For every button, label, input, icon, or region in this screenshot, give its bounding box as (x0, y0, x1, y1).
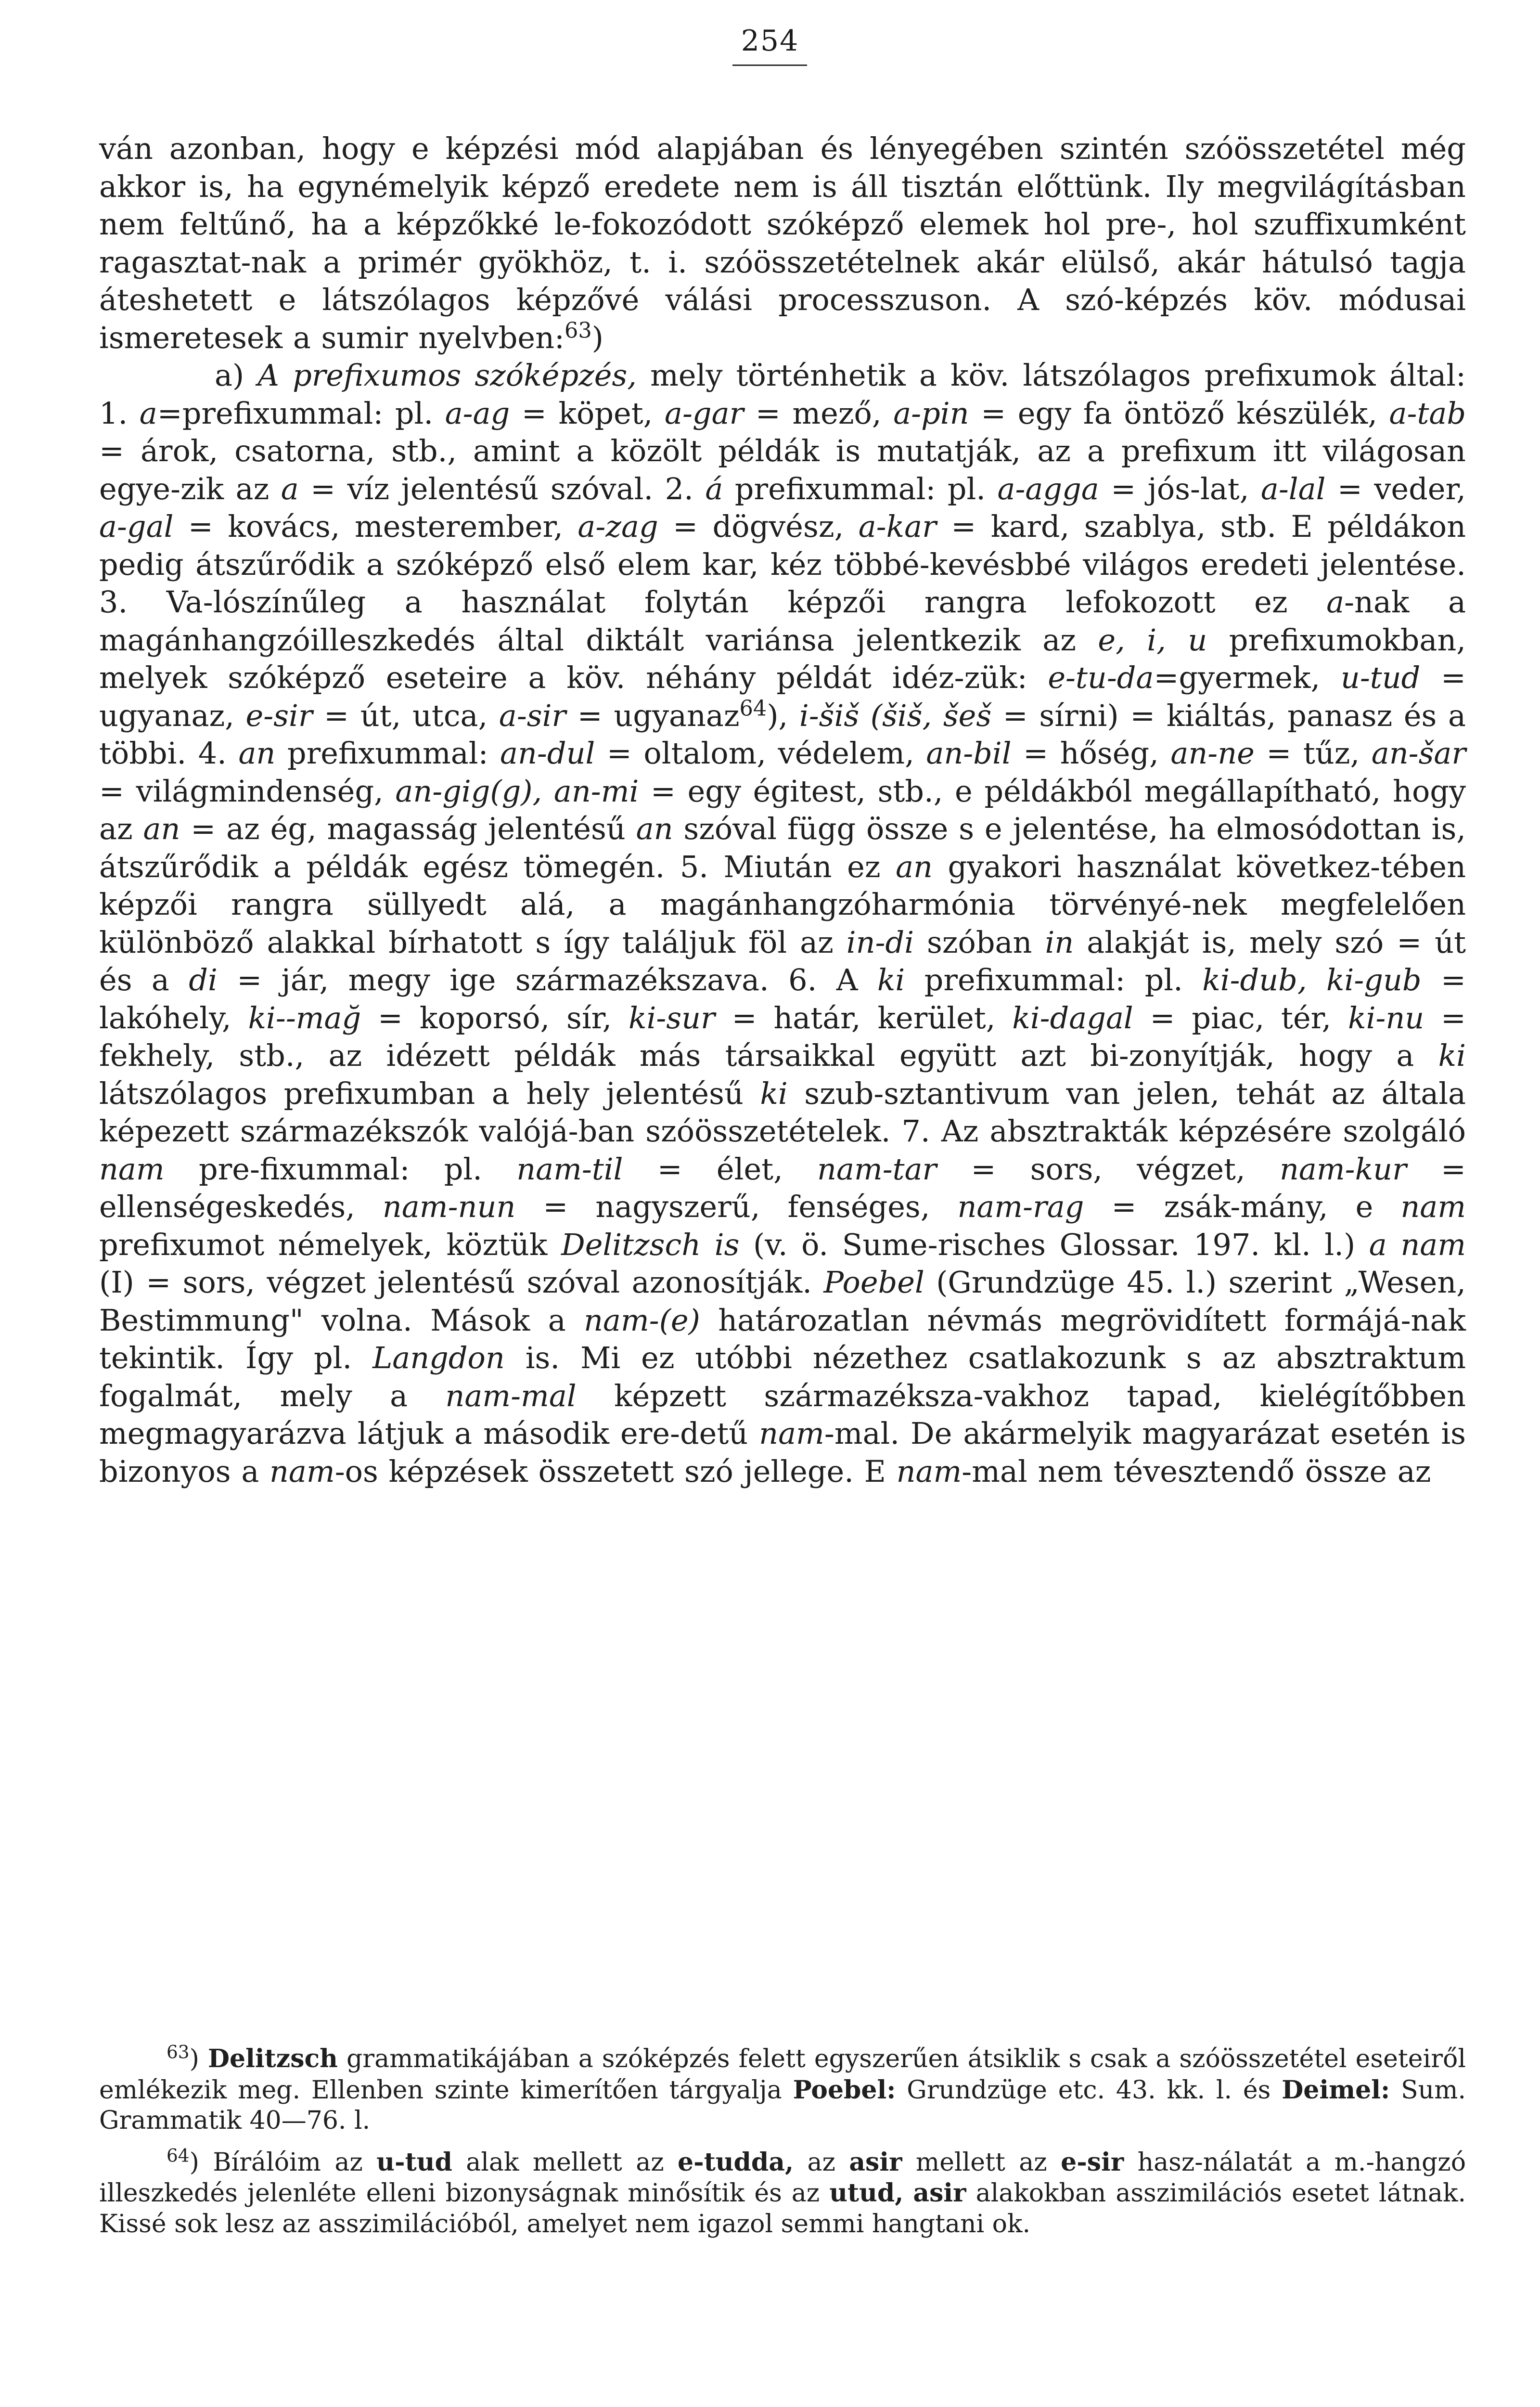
text-run: =gyermek, (1154, 660, 1341, 695)
text-run: (I) = sors, végzet jelentésű szóval azonosítják. (99, 1265, 824, 1300)
bold-term: e-tudda, (678, 2147, 794, 2177)
footnote-number: 64 (167, 2145, 190, 2166)
italic-term: a-lal (1260, 471, 1326, 506)
text-run: -os képzések összetett szó jellege. E (334, 1453, 897, 1489)
paragraph-intro-end: ) (591, 320, 603, 355)
italic-term: a-agga (997, 471, 1099, 506)
italic-term: ki (877, 962, 905, 997)
text-run: grammatikájában a szóképzés felett egyszerűen átsiklik s csak a szóösszetétel eseteiről emlékezik meg. Ellenben szinte kimerítően tárgyalja (99, 2045, 1466, 2105)
italic-term: an (143, 811, 180, 846)
text-run: Grundzüge etc. 43. kk. l. és (896, 2075, 1282, 2105)
text-run: gyakori használat következ-tében képzői rangra süllyedt alá, a magánhangzóharmónia törvényé-nek megfelelően különböző alakkal bírhatott s így találjuk föl az (99, 849, 1466, 960)
italic-term: a-gal (99, 509, 174, 544)
text-run: szóval függ össze s e jelentése, ha elmosódottan is, átszűrődik a példák egész tömegén. 5. Miután ez (99, 811, 1466, 884)
footnotes (99, 2041, 1466, 2239)
italic-term: nam-mal (445, 1378, 577, 1413)
text-run: = piac, tér, (1133, 1000, 1348, 1035)
italic-term: an-ne (1170, 736, 1255, 771)
page-number-underline (732, 65, 807, 66)
text-run: ), (767, 698, 799, 733)
text-run: prefixummal: pl. (723, 471, 998, 506)
italic-term: e-tu-da (1048, 660, 1154, 695)
text-run: = dögvész, (658, 509, 859, 544)
text-run: = mező, (744, 395, 894, 431)
italic-term: ki-dagal (1012, 1000, 1133, 1035)
italic-term: nam-tar (817, 1151, 937, 1187)
text-run: képzett származéksza-vakhoz tapad, kielégítőbben megmagyarázva látjuk a második ere-detű (99, 1378, 1466, 1451)
text-run: = út, utca, (312, 698, 499, 733)
text-run: = veder, (1325, 471, 1466, 506)
italic-term: a-pin (893, 395, 969, 431)
text-run (903, 2179, 913, 2208)
text-run: -mal nem tévesztendő össze az (962, 1453, 1431, 1489)
italic-term: ki-nu (1348, 1000, 1424, 1035)
text-run: = hőség, (1011, 736, 1171, 771)
italic-term: nam (1400, 1189, 1466, 1224)
text-run: a) (215, 358, 258, 393)
text-run: = sírni) = kiáltás, panasz és a többi. 4. (99, 698, 1466, 771)
text-run: = egy fa öntöző készülék, (969, 395, 1389, 431)
footnote-ref: 64 (739, 695, 767, 721)
page-number: 254 (741, 24, 799, 58)
italic-term: A prefixumos szóképzés, (257, 358, 637, 393)
text-run: pre-fixummal: pl. (164, 1151, 517, 1187)
bold-term: asir (913, 2178, 966, 2208)
italic-term: a-kar (858, 509, 937, 544)
text-run: = ugyanaz (566, 698, 740, 733)
italic-term: nam (270, 1453, 335, 1489)
italic-term: nam-kur (1279, 1151, 1407, 1187)
text-run: prefixummal: pl. (905, 962, 1203, 997)
bold-term: utud, (829, 2178, 904, 2208)
bold-term: asir (849, 2147, 902, 2177)
text-run: = határ, kerület, (715, 1000, 1013, 1035)
italic-term: an (636, 811, 673, 846)
italic-term: ki--mağ (248, 1000, 361, 1035)
text-run: is. Mi ez utóbbi nézethez csatlakozunk s az absztraktum fogalmát, mely a (99, 1340, 1466, 1413)
text-run: határozatlan névmás megrövidített formájá-nak tekintik. Így pl. (99, 1302, 1466, 1375)
text-run: (v. ö. Sume-risches Glossar. 197. kl. l.) (739, 1227, 1369, 1262)
text-run: = oltalom, védelem, (595, 736, 926, 771)
text-run: = az ég, magasság jelentésű (180, 811, 636, 846)
italic-term: Poebel (823, 1265, 924, 1300)
paragraph-intro-text: ván azonban, hogy e képzési mód alapjában és lényegében szintén szóösszetétel még akkor is, ha egynémelyik képző eredete nem is áll tisztán előttünk. Ily megvilágításban nem feltűnő, ha a képzőkké le-fokozódott szóképző elemek hol pre-, hol szuffixumként ragasztat-nak a primér gyökhöz, t. i. szóösszetételnek akár elülső, akár hátulsó tagja áteshetett e látszólagos képzővé válási processzuson. A szó-képzés köv. módusai ismeretesek a sumir nyelvben: (99, 131, 1466, 355)
italic-term: e, i, u (1098, 622, 1207, 658)
text-run: = kard, szablya, stb. E példákon pedig átszűrődik a szóképző első elem kar, kéz többé-kevésbbé világos eredeti jelentése. 3. Va-lószínűleg a használat folytán képzői rangra lefokozott ez (99, 509, 1466, 620)
text-run: -mal. De akármelyik magyarázat esetén is bizonyos a (99, 1416, 1466, 1489)
text-run: alakját is, mely szó = út és a (99, 924, 1466, 997)
italic-term: nam-rag (957, 1189, 1084, 1224)
paragraph-intro (99, 130, 1466, 357)
text-run: prefixumokban, melyek szóképző eseteire a köv. néhány példát idéz-zük: (99, 622, 1466, 695)
italic-term: nam (759, 1416, 824, 1451)
footnote-text (99, 2045, 1466, 2135)
italic-term: an (896, 849, 933, 884)
italic-term: Langdon (372, 1340, 505, 1375)
text-run: = koporsó, sír, (361, 1000, 629, 1035)
italic-term: in (1045, 924, 1074, 960)
italic-term: nam-til (516, 1151, 623, 1187)
italic-term: a-zag (578, 509, 658, 544)
text-run: = sors, végzet, (937, 1151, 1280, 1187)
text-run: = jós-lat, (1099, 471, 1261, 506)
text-run: = víz jelentésű szóval. 2. (298, 471, 706, 506)
italic-term: a (281, 471, 299, 506)
italic-term: a-gar (665, 395, 744, 431)
text-run: látszólagos prefixumban a hely jelentésű (99, 1075, 760, 1111)
text-run: =prefixummal: pl. (157, 395, 445, 431)
footnote-text (99, 2148, 1466, 2239)
text-run: prefixumot némelyek, köztük (99, 1227, 562, 1262)
bold-term: Poebel: (793, 2075, 896, 2105)
text-run: = jár, megy ige származékszava. 6. A (217, 962, 877, 997)
text-run: = árok, csatorna, stb., amint a közölt példák is mutatják, az a prefixum itt világosan egye-zik az (99, 433, 1466, 506)
text-run: = világmindenség, (99, 773, 396, 809)
text-run: prefixummal: (275, 736, 500, 771)
italic-term: á (705, 471, 723, 506)
italic-term: a (1326, 584, 1345, 620)
italic-term: Delitzsch is (561, 1227, 740, 1262)
text-run: = lakóhely, (99, 962, 1466, 1035)
italic-term: ki (760, 1075, 788, 1111)
footnote-63 (99, 2041, 1466, 2136)
text-run: = egy égitest, stb., e példákból megállapítható, hogy az (99, 773, 1466, 846)
text-run: (Grundzüge 45. l.) szerint „Wesen, Bestimmung" volna. Mások a (99, 1265, 1466, 1338)
text-run: ) (189, 2045, 208, 2073)
italic-term: an-šar (1371, 736, 1466, 771)
text-run: = köpet, (510, 395, 665, 431)
main-text (99, 130, 1466, 1490)
text-run: = nagyszerű, fenséges, (515, 1189, 958, 1224)
italic-term: di (189, 962, 218, 997)
italic-term: a-sir (499, 698, 566, 733)
text-run: = élet, (623, 1151, 818, 1187)
text-run: az (794, 2148, 849, 2177)
text-run: szóban (914, 924, 1045, 960)
text-run: hasz-nálatát a m.-hangzó illeszkedés jelenléte elleni bizonyságnak minősítik és az (99, 2148, 1466, 2208)
paragraph-prefix-formation (99, 357, 1466, 1490)
text-run: mely történhetik a köv. látszólagos prefixumok által: 1. (99, 358, 1466, 431)
footnote-ref-63: 63 (564, 317, 592, 343)
italic-term: u-tud (1340, 660, 1421, 695)
italic-term: a-tab (1389, 395, 1466, 431)
text-run: ) Bírálóim az (189, 2148, 377, 2177)
bold-term: u-tud (376, 2147, 452, 2177)
italic-term: ki-dub, ki-gub (1202, 962, 1422, 997)
text-run: alakokban asszimilációs esetet látnak. Kissé sok lesz az asszimilációból, amelyet nem igazol semmi hangtani ok. (99, 2179, 1466, 2239)
italic-term: ki-sur (629, 1000, 715, 1035)
italic-term: nam-(e) (584, 1302, 700, 1338)
text-run: = fekhely, stb., az idézett példák más társaikkal együtt azt bi-zonyítják, hogy a (99, 1000, 1466, 1073)
italic-term: a nam (1369, 1227, 1466, 1262)
text-run: = zsák-mány, e (1084, 1189, 1401, 1224)
italic-term: an-gig(g), an-mi (395, 773, 639, 809)
text-run: = kovács, mesterember, (173, 509, 578, 544)
italic-term: e-sir (245, 698, 313, 733)
text-run: Sum. Grammatik 40—76. l. (99, 2075, 1466, 2135)
text-run: = tűz, (1254, 736, 1372, 771)
italic-term: nam (99, 1151, 165, 1187)
text-run: = ugyanaz, (99, 660, 1466, 733)
text-run: alak mellett az (452, 2148, 678, 2177)
italic-term: an-dul (500, 736, 595, 771)
footnote-number: 63 (167, 2041, 190, 2063)
footnote-64 (99, 2147, 1466, 2240)
italic-term: i-šiš (šiš, šeš (799, 698, 992, 733)
text-run: -nak a magánhangzóilleszkedés által diktált variánsa jelentkezik az (99, 584, 1466, 658)
text-run: = ellenségeskedés, (99, 1151, 1466, 1224)
bold-term: Deimel: (1282, 2075, 1390, 2105)
italic-term: an-bil (926, 736, 1012, 771)
italic-term: a (139, 395, 157, 431)
italic-term: a-ag (445, 395, 510, 431)
italic-term: an (238, 736, 276, 771)
bold-term: Delitzsch (207, 2044, 338, 2073)
italic-term: nam-nun (382, 1189, 516, 1224)
text-run: szub-sztantivum van jelen, tehát az általa képezett származékszók valójá-ban szóösszetételek. 7. Az absztrakták képzésére szolgáló (99, 1075, 1466, 1149)
italic-term: nam (896, 1453, 962, 1489)
italic-term: in-di (846, 924, 914, 960)
italic-term: ki (1438, 1038, 1466, 1073)
bold-term: e-sir (1061, 2147, 1124, 2177)
text-run: mellett az (902, 2148, 1061, 2177)
